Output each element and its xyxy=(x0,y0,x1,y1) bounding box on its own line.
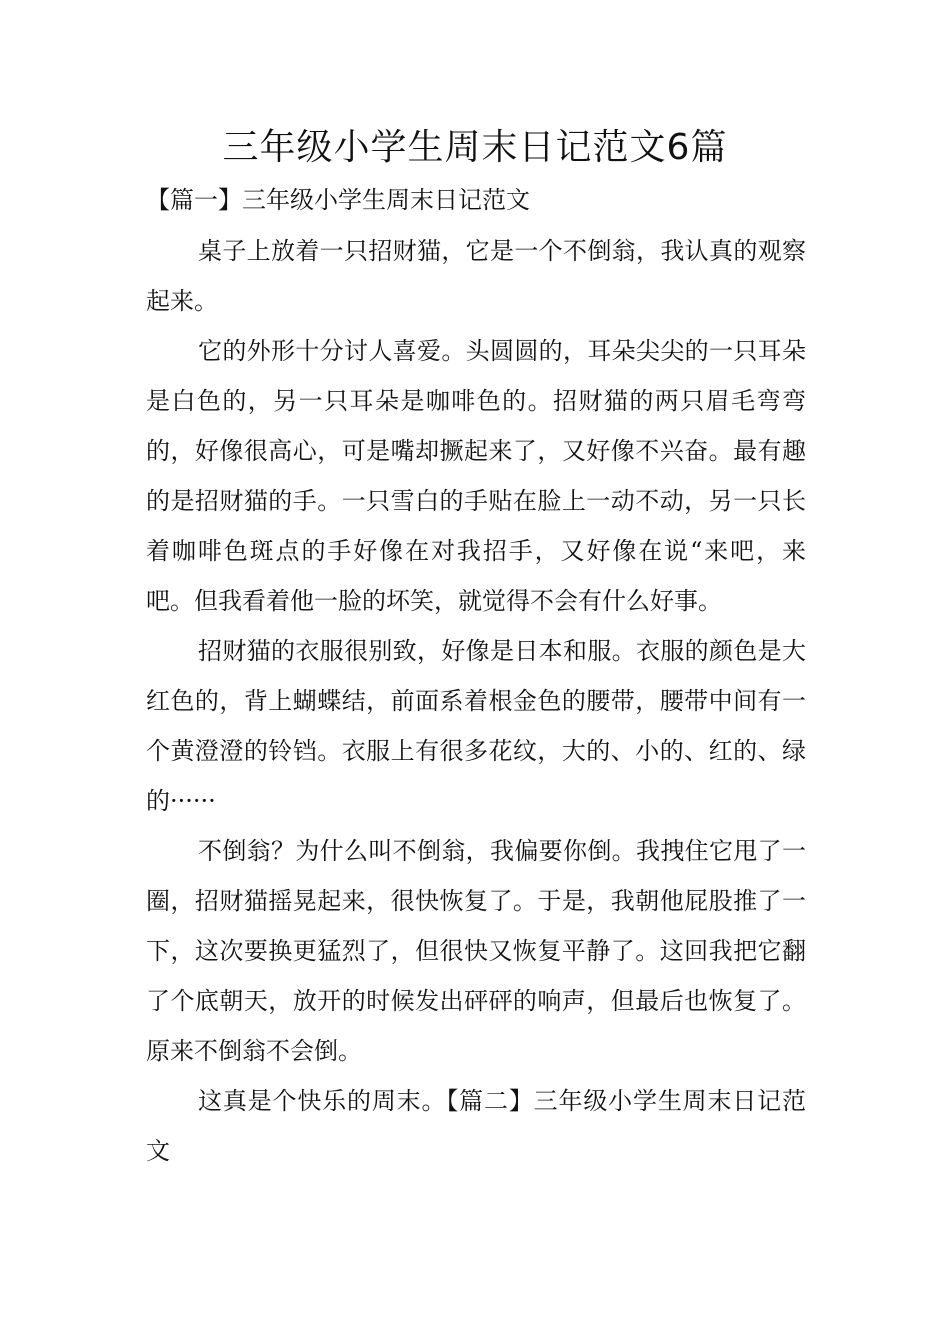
paragraph: 桌子上放着一只招财猫，它是一个不倒翁，我认真的观察起来。 xyxy=(146,237,806,315)
paragraph: 这真是个快乐的周末。【篇二】三年级小学生周末日记范文 xyxy=(146,1087,806,1165)
paragraph: 它的外形十分讨人喜爱。头圆圆的，耳朵尖尖的一只耳朵是白色的，另一只耳朵是咖啡色的。招财猫的两只眉毛弯弯的，好像很高心，可是嘴却撅起来了，又好像不兴奋。最有趣的是招财猫的手。一只雪白的手贴在脸上一动不动，另一只长着咖啡色斑点的手好像在对我招手，又好像在说“来吧，来吧。但我看着他一脸的坏笑，就觉得不会有什么好事。 xyxy=(146,337,806,615)
paragraph: 不倒翁？为什么叫不倒翁，我偏要你倒。我拽住它甩了一圈，招财猫摇晃起来，很快恢复了。于是，我朝他屁股推了一下，这次要换更猛烈了，但很快又恢复平静了。这回我把它翻了个底朝天，放开的时候发出砰砰的响声，但最后也恢复了。原来不倒翁不会倒。 xyxy=(146,837,806,1065)
paragraph: 招财猫的衣服很别致，好像是日本和服。衣服的颜色是大红色的，背上蝴蝶结，前面系着根金色的腰带，腰带中间有一个黄澄澄的铃铛。衣服上有很多花纹，大的、小的、红的、绿的······ xyxy=(146,637,806,815)
document-title: 三年级小学生周末日记范文6篇 xyxy=(222,127,728,168)
document-body xyxy=(146,226,806,1176)
section-heading-1: 【篇一】三年级小学生周末日记范文 xyxy=(146,186,530,214)
